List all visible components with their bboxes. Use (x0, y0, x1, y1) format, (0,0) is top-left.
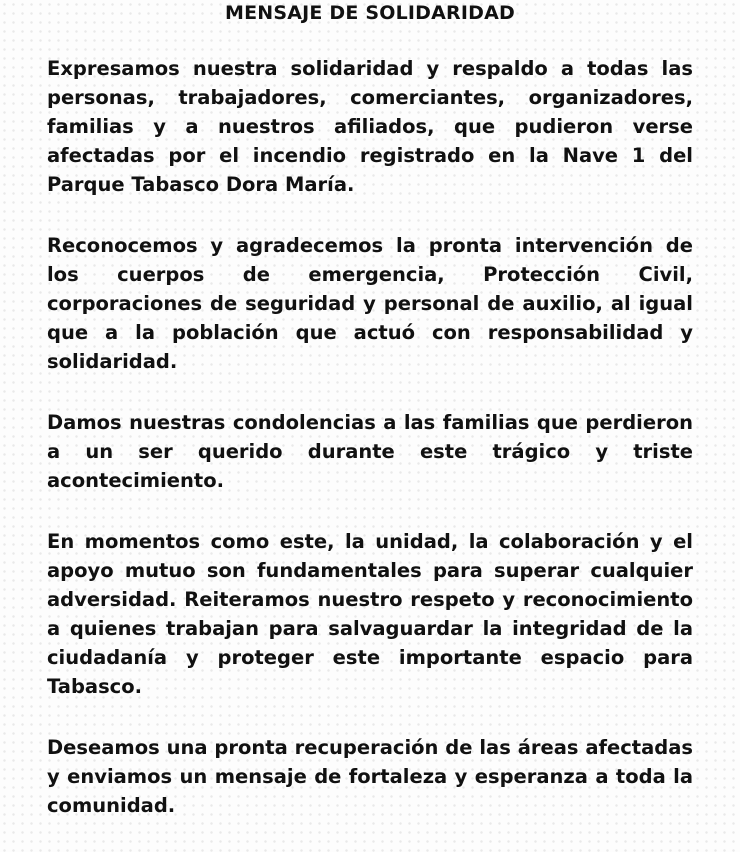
document-title: MENSAJE DE SOLIDARIDAD (224, 2, 516, 24)
paragraph-recovery: Deseamos una pronta recuperación de las áreas afectadas y enviamos un mensaje de fortaleza y esperanza a toda la comunidad. (47, 736, 693, 817)
document-body (47, 54, 693, 852)
paragraph-condolences: Damos nuestras condolencias a las familias que perdieron a un ser querido durante este trágico y triste acontecimiento. (47, 411, 693, 492)
paragraph-unity: En momentos como este, la unidad, la colaboración y el apoyo mutuo son fundamentales para superar cualquier adversidad. Reiteramos nuestro respeto y reconocimiento a quienes trabajan para salvaguardar la integridad de la ciudadanía y proteger este importante espacio para Tabasco. (47, 530, 693, 698)
paragraph-solidarity: Expresamos nuestra solidaridad y respaldo a todas las personas, trabajadores, comerciantes, organizadores, familias y a nuestros afiliados, que pudieron verse afectadas por el incendio registrado en la Nave 1 del Parque Tabasco Dora María. (47, 57, 693, 196)
paragraph-gratitude: Reconocemos y agradecemos la pronta intervención de los cuerpos de emergencia, Protección Civil, corporaciones de seguridad y personal de auxilio, al igual que a la población que actuó con responsabilidad y solidaridad. (47, 234, 693, 373)
